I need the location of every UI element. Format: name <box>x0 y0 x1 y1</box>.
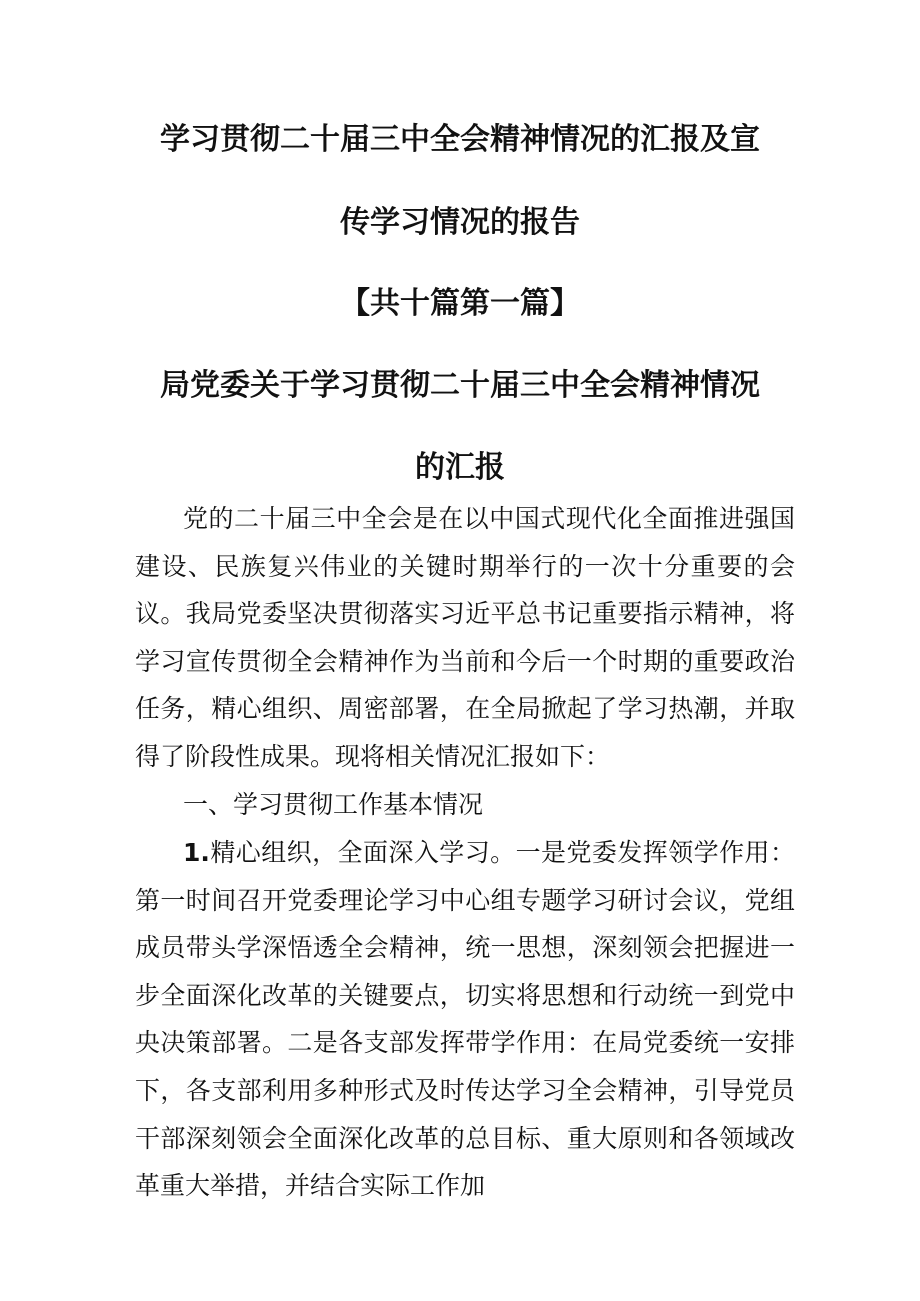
section-heading: 一、学习贯彻工作基本情况 <box>183 790 484 819</box>
document-subtitle-line-2: 的汇报 <box>415 450 505 485</box>
document-title-line-2: 传学习情况的报告 <box>340 205 580 240</box>
document-subtitle-line-1: 局党委关于学习贯彻二十届三中全会精神情况 <box>160 368 760 403</box>
item-number: 1. <box>183 838 210 867</box>
document-title-line-1: 学习贯彻二十届三中全会精神情况的汇报及宣 <box>160 122 760 157</box>
item-paragraph <box>135 829 795 1210</box>
intro-paragraph: 党的二十届三中全会是在以中国式现代化全面推进强国建设、民族复兴伟业的关键时期举行的一次十分重要的会议。我局党委坚决贯彻落实习近平总书记重要指示精神，将学习宣传贯彻全会精神作为当前和今后一个时期的重要政治任务，精心组织、周密部署，在全局掀起了学习热潮，并取得了阶段性成果。现将相关情况汇报如下： <box>135 504 795 771</box>
document-series-label: 【共十篇第一篇】 <box>340 286 580 321</box>
item-text: 精心组织，全面深入学习。一是党委发挥领学作用：第一时间召开党委理论学习中心组专题学习研讨会议，党组成员带头学深悟透全会精神，统一思想，深刻领会把握进一步全面深化改革的关键要点，切实将思想和行动统一到党中央决策部署。二是各支部发挥带学作用：在局党委统一安排下，各支部利用多种形式及时传达学习全会精神，引导党员干部深刻领会全面深化改革的总目标、重大原则和各领域改革重大举措，并结合实际工作加 <box>135 838 795 1201</box>
